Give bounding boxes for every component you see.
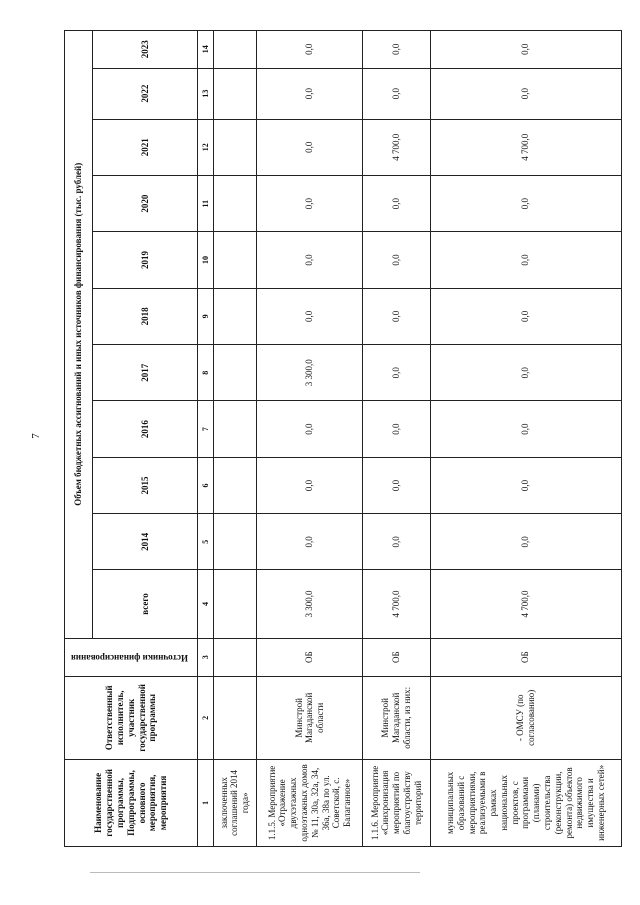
row-value [213,401,256,457]
header-year: 2022 [93,68,198,119]
row-value: 0,0 [363,232,430,288]
table-row [256,31,362,847]
column-number: 7 [198,401,213,457]
row-total: 4 700,0 [363,570,430,638]
row-name: муниципальных образований с мероприятиями, реализуемыми в рамках национальных проектов, с программами (планами) строительства (реконструкции, ремонта) объектов недвижимого имущества и инженерных сетей» [430,759,621,846]
row-value: 0,0 [430,31,621,69]
column-number: 8 [198,345,213,401]
row-value: 0,0 [256,457,362,513]
row-value: 0,0 [256,288,362,344]
row-value: 0,0 [363,175,430,231]
row-value [213,288,256,344]
row-value: 0,0 [430,288,621,344]
row-value: 0,0 [430,232,621,288]
row-value: 4 700,0 [363,119,430,175]
row-name: 1.1.6. Мероприятие «Синхронизация мероприятий по благоустройству территорий [363,759,430,846]
row-value: 0,0 [430,175,621,231]
row-value: 0,0 [256,401,362,457]
row-source: ОБ [430,638,621,676]
column-number: 10 [198,232,213,288]
row-value [213,457,256,513]
row-executor: Минстрой Магаданской области [256,676,362,759]
row-value: 0,0 [363,345,430,401]
column-number: 5 [198,514,213,570]
column-number: 1 [198,759,213,846]
row-value: 4 700,0 [430,119,621,175]
row-total: 3 300,0 [256,570,362,638]
row-value: 0,0 [256,514,362,570]
row-value: 0,0 [430,345,621,401]
row-value: 0,0 [256,31,362,69]
header-year: 2021 [93,119,198,175]
row-value [213,514,256,570]
header-row-numbers [198,31,213,847]
row-value [213,175,256,231]
row-value: 0,0 [363,401,430,457]
table-row [363,31,430,847]
column-number: 2 [198,676,213,759]
row-source [213,638,256,676]
header-source: Источники финансирования [65,638,198,676]
row-total: 4 700,0 [430,570,621,638]
column-number: 14 [198,31,213,69]
header-year: 2017 [93,345,198,401]
row-name: заключенных соглашений 2014 года» [213,759,256,846]
header-year: 2016 [93,401,198,457]
table-row [213,31,256,847]
row-value: 3 300,0 [256,345,362,401]
header-year: 2018 [93,288,198,344]
row-value: 0,0 [363,457,430,513]
row-value: 0,0 [363,288,430,344]
column-number: 9 [198,288,213,344]
column-number: 6 [198,457,213,513]
row-value [213,232,256,288]
row-value [213,68,256,119]
row-source: ОБ [363,638,430,676]
document-page [64,30,622,847]
financing-table [64,30,622,847]
row-value [213,345,256,401]
column-number: 12 [198,119,213,175]
row-value: 0,0 [363,31,430,69]
row-value: 0,0 [256,232,362,288]
header-year: 2019 [93,232,198,288]
row-executor [213,676,256,759]
column-number: 3 [198,638,213,676]
row-value [213,119,256,175]
row-value: 0,0 [430,457,621,513]
row-executor: Минстрой Магаданской области, из них: [363,676,430,759]
column-number: 13 [198,68,213,119]
header-year: 2020 [93,175,198,231]
row-value: 0,0 [256,175,362,231]
row-value [213,31,256,69]
header-row-group [65,31,93,847]
row-total [213,570,256,638]
row-value: 0,0 [256,68,362,119]
row-value: 0,0 [430,514,621,570]
row-executor: - ОМСУ (по согласованию) [430,676,621,759]
rotated-table-wrapper [64,30,622,847]
header-year: 2015 [93,457,198,513]
header-name: Наименование государственной программы, Подпрограммы, основного мероприятия, мероприятия [65,759,198,846]
header-year: 2014 [93,514,198,570]
footer-rule [90,872,420,873]
row-name: 1.1.5. Мероприятие «Отражение двухэтажных одноэтажных домов № 11, 30а, 32а, 34, 36а, 38а по ул. Советской, с. Балаганное» [256,759,362,846]
table-row [430,31,621,847]
row-value: 0,0 [363,514,430,570]
header-executor: Ответственный исполнитель, участник государственной программы [65,676,198,759]
header-total: всего [93,570,198,638]
column-number: 11 [198,175,213,231]
row-value: 0,0 [430,401,621,457]
header-financing-group: Объем бюджетных ассигнований и иных источников финансирования (тыс. рублей) [65,31,93,639]
row-value: 0,0 [363,68,430,119]
row-value: 0,0 [256,119,362,175]
row-source: ОБ [256,638,362,676]
row-value: 0,0 [430,68,621,119]
header-year: 2023 [93,31,198,69]
page-number: 7 [30,433,42,439]
column-number: 4 [198,570,213,638]
